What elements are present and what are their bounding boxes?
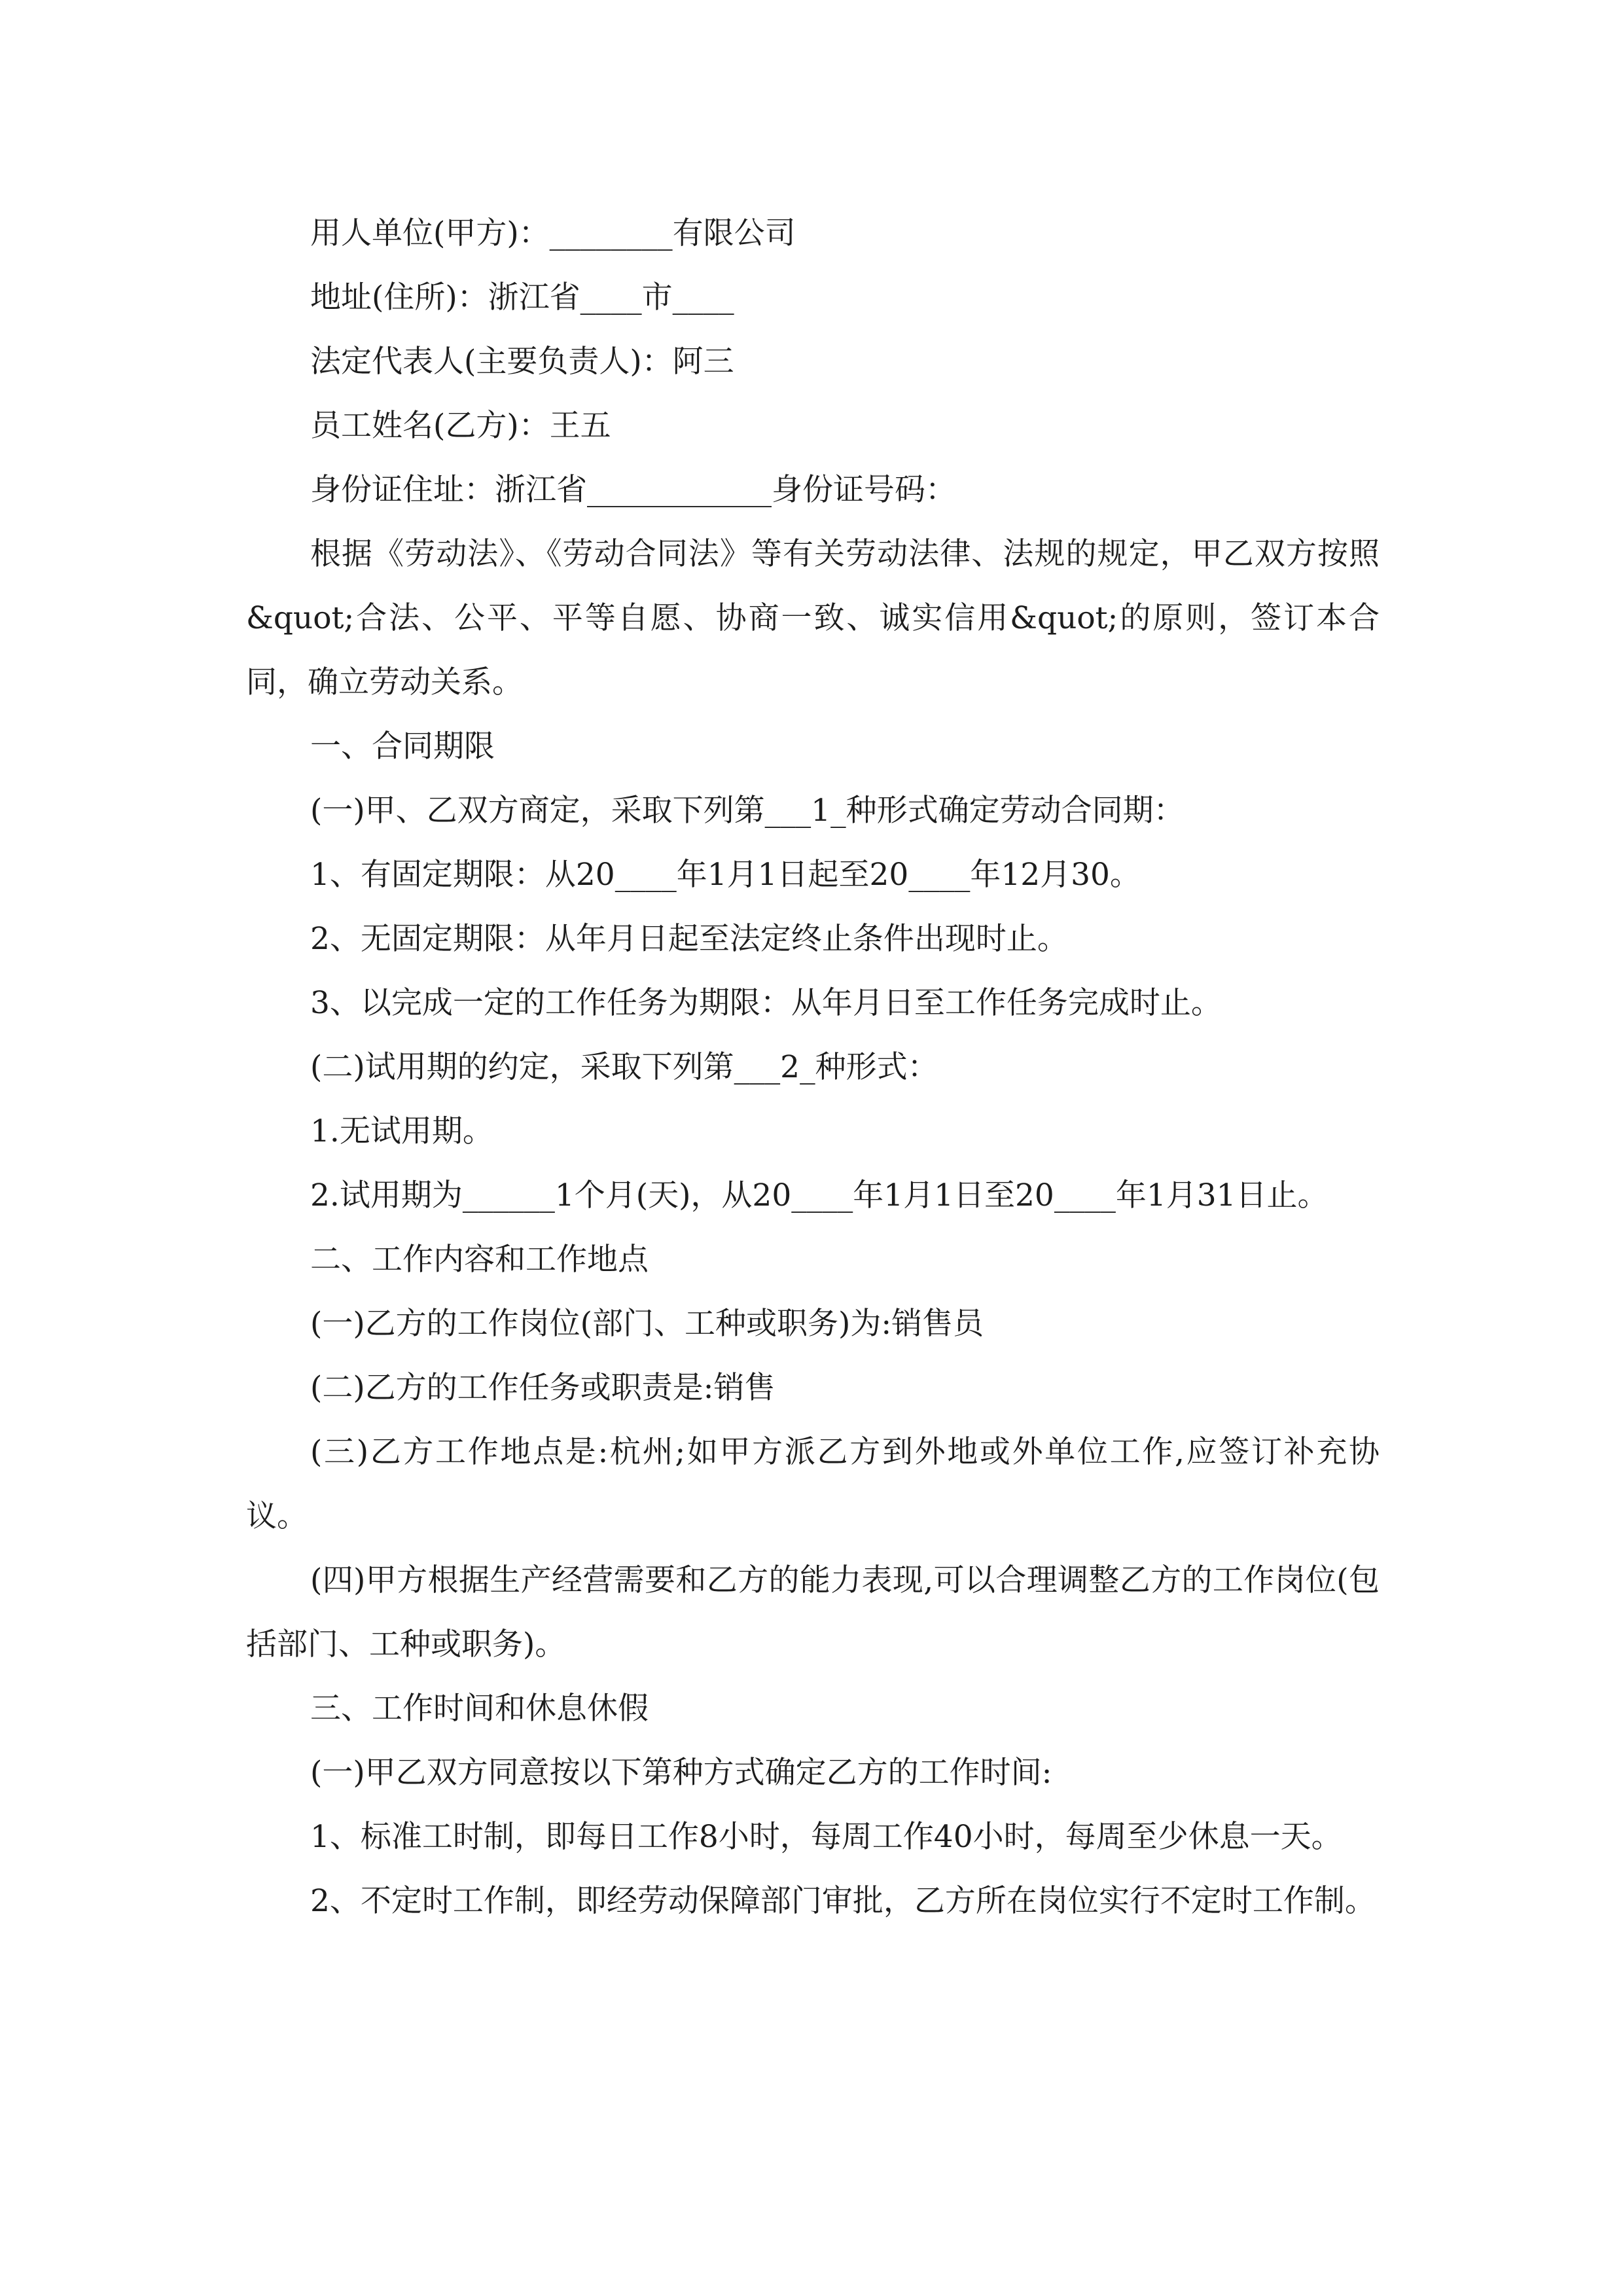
section-heading-working-hours: 三、工作时间和休息休假 xyxy=(310,1691,649,1727)
employee-name-line: 员工姓名(乙方)：王五 xyxy=(310,408,611,444)
clause-open-term: 2、无固定期限：从年月日起至法定终止条件出现时止。 xyxy=(310,921,1068,957)
clause-hours-type: (一)甲乙双方同意按以下第种方式确定乙方的工作时间: xyxy=(310,1755,1052,1791)
clause-flexible-hours: 2、不定时工作制，即经劳动保障部门审批，乙方所在岗位实行不定时工作制。 xyxy=(310,1883,1376,1919)
clause-duties: (二)乙方的工作任务或职责是:销售 xyxy=(310,1370,776,1406)
id-address-line: 身份证住址：浙江省____________身份证号码： xyxy=(310,472,956,508)
section-heading-contract-term: 一、合同期限 xyxy=(310,728,495,764)
clause-term-type: (一)甲、乙双方商定，采取下列第___1_种形式确定劳动合同期： xyxy=(310,793,1185,829)
clause-position-adjustment: (四)甲方根据生产经营需要和乙方的能力表现,可以合理调整乙方的工作岗位(包括部门、工种或职务)。 xyxy=(246,1562,1380,1662)
clause-probation-period: 2.试用期为______1个月(天)，从20____年1月1日至20____年1月31日止。 xyxy=(310,1177,1329,1213)
document-body xyxy=(246,202,1380,1933)
clause-task-term: 3、以完成一定的工作任务为期限：从年月日至工作任务完成时止。 xyxy=(310,985,1222,1021)
clause-fixed-term: 1、有固定期限：从20____年1月1日起至20____年12月30。 xyxy=(310,857,1141,893)
section-heading-work-content: 二、工作内容和工作地点 xyxy=(310,1242,649,1278)
legal-representative-line: 法定代表人(主要负责人)：阿三 xyxy=(310,344,734,380)
preamble-paragraph: 根据《劳动法》、《劳动合同法》等有关劳动法律、法规的规定，甲乙双方按照&quot;合法、公平、平等自愿、协商一致、诚实信用&quot;的原则，签订本合同，确立劳动关系。 xyxy=(246,536,1380,700)
clause-probation-type: (二)试用期的约定，采取下列第___2_种形式： xyxy=(310,1049,938,1085)
clause-work-location: (三)乙方工作地点是:杭州;如甲方派乙方到外地或外单位工作,应签订补充协议。 xyxy=(246,1434,1380,1534)
clause-no-probation: 1.无试用期。 xyxy=(310,1113,493,1149)
clause-position: (一)乙方的工作岗位(部门、工种或职务)为:销售员 xyxy=(310,1306,984,1342)
address-line: 地址(住所)：浙江省____市____ xyxy=(310,279,734,315)
employer-line: 用人单位(甲方)：________有限公司 xyxy=(310,215,796,251)
clause-standard-hours: 1、标准工时制，即每日工作8小时，每周工作40小时，每周至少休息一天。 xyxy=(310,1819,1342,1855)
